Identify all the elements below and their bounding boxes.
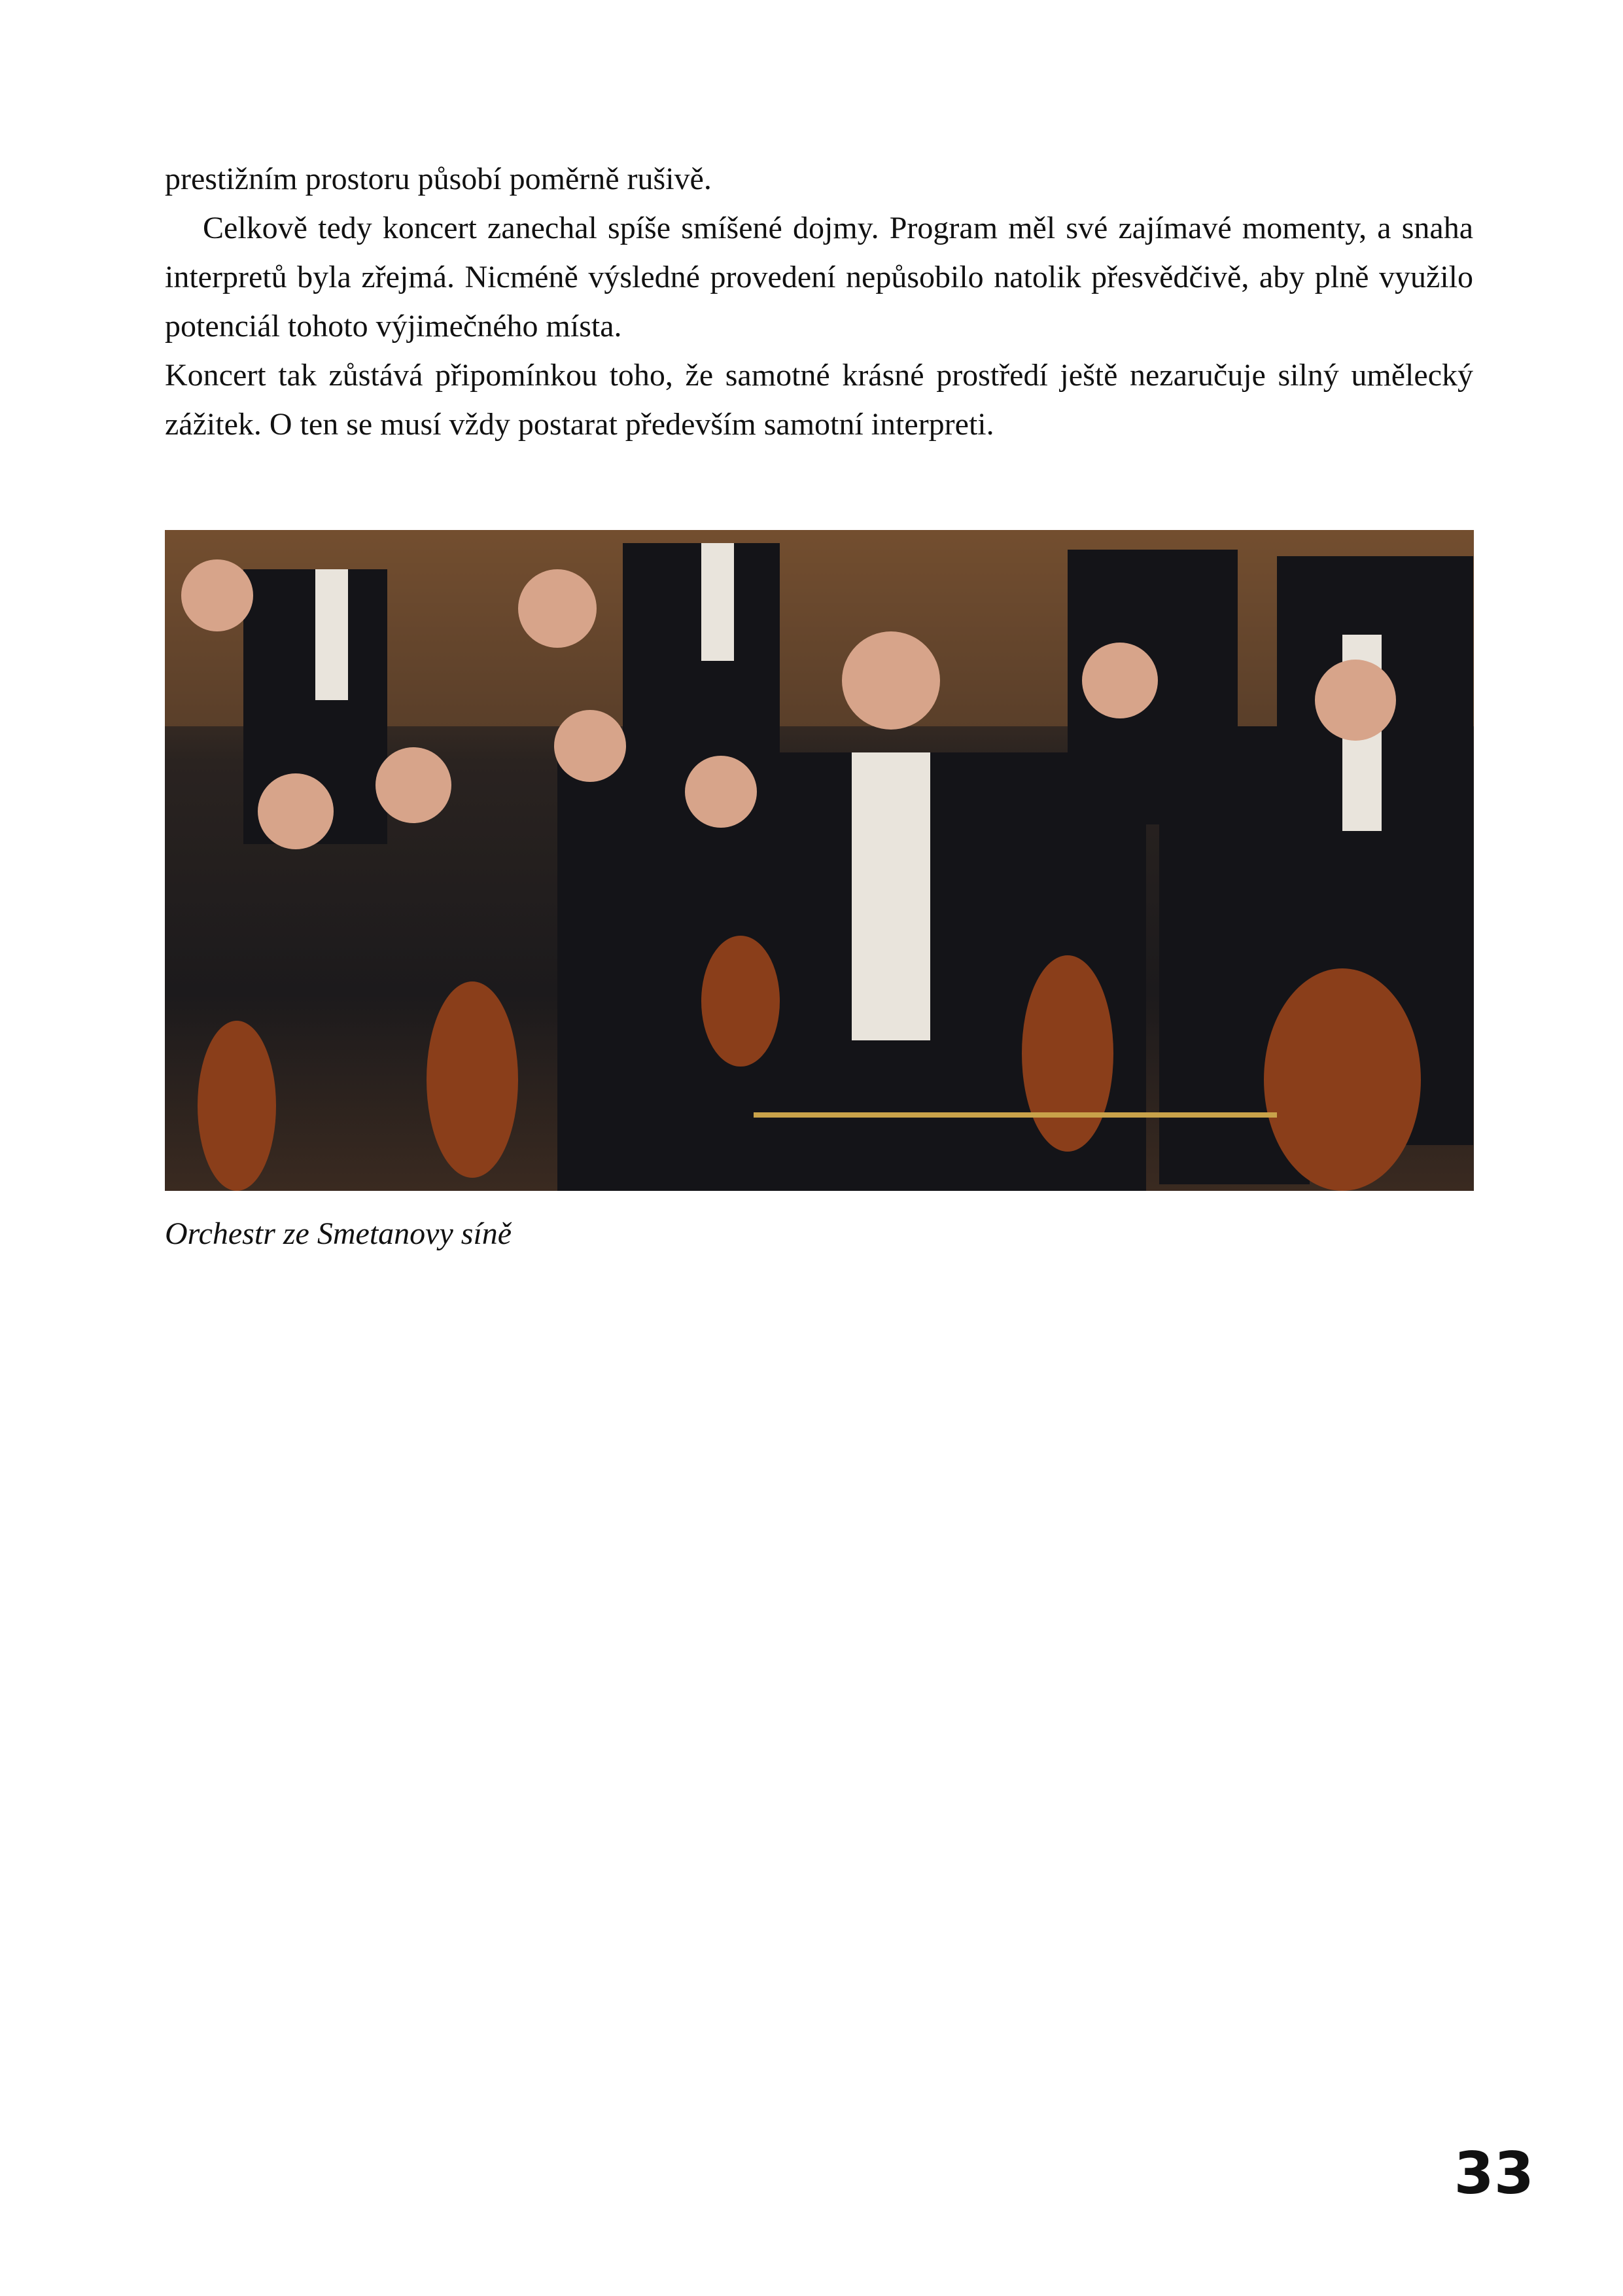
figure-caption: Orchestr ze Smetanovy síně <box>165 1216 512 1251</box>
paragraph: prestižním prostoru působí poměrně rušivě. <box>165 162 712 196</box>
orchestra-photo <box>165 530 1474 1191</box>
paragraph: Koncert tak zůstává připomínkou toho, že samotné krásné prostředí ještě nezaručuje silný umělecký zážitek. O ten se musí vždy postarat především samotní interpreti. <box>165 358 1473 442</box>
page-number: 33 <box>1454 2140 1534 2207</box>
paragraph: Celkově tedy koncert zanechal spíše smíšené dojmy. Program měl své zajímavé momenty, a snaha interpretů byla zřejmá. Nicméně výsledné provedení nepůsobilo natolik přesvědčivě, aby plně využilo potenciál tohoto výjimečného místa. <box>165 211 1473 344</box>
body-text <box>165 154 1473 449</box>
